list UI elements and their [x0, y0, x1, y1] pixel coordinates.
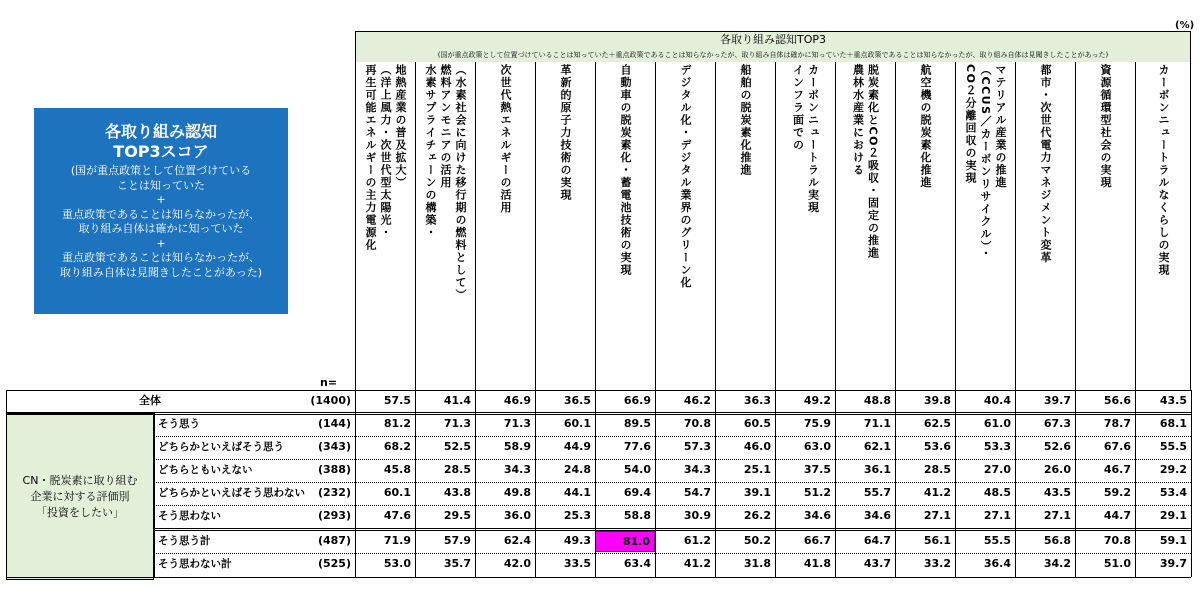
value-cell: 27.0: [983, 463, 1011, 476]
table-total-divider: [6, 412, 1191, 415]
value-cell: 34.3: [503, 463, 531, 476]
row-divider: [154, 505, 1191, 506]
value-cell: 56.1: [923, 534, 951, 547]
column-header-9: [835, 62, 895, 390]
grid-line: [355, 390, 356, 577]
value-cell: 57.9: [443, 534, 471, 547]
value-cell: 29.5: [443, 509, 471, 522]
value-cell: 52.5: [443, 440, 471, 453]
column-header-12: [1015, 62, 1075, 390]
value-cell: 44.7: [1103, 509, 1131, 522]
column-header-text: 燃料アンモニアの活用: [439, 64, 452, 189]
value-cell: 33.2: [923, 557, 951, 570]
value-cell: 56.6: [1103, 394, 1131, 407]
grid-line: [895, 390, 896, 577]
value-cell: 57.3: [683, 440, 711, 453]
column-header-text: 革新的原子力技術の実現: [559, 64, 572, 202]
value-cell: 66.9: [623, 394, 651, 407]
column-header-text: 次世代熱エネルギーの活用: [499, 64, 512, 214]
column-header-text: 農林水産業における: [851, 64, 865, 177]
table-bottom-border: [6, 577, 1191, 578]
value-cell: 25.1: [743, 463, 771, 476]
column-header-6: [655, 62, 715, 390]
value-cell: 37.5: [803, 463, 831, 476]
value-cell: 36.5: [563, 394, 591, 407]
column-header-8: [775, 62, 835, 390]
column-header-14: [1135, 62, 1191, 390]
grid-line: [775, 390, 776, 577]
value-cell: 31.8: [743, 557, 771, 570]
row-n: (232): [317, 486, 351, 499]
value-cell: 49.8: [503, 486, 531, 499]
value-cell: 29.1: [1159, 509, 1187, 522]
value-cell: 36.1: [863, 463, 891, 476]
value-cell: 81.0: [595, 531, 655, 552]
column-header-2: [415, 62, 475, 390]
value-cell: 45.8: [383, 463, 411, 476]
value-cell: 36.4: [983, 557, 1011, 570]
grid-line: [475, 390, 476, 577]
value-cell: 57.5: [383, 394, 411, 407]
value-cell: 34.6: [863, 509, 891, 522]
value-cell: 46.7: [1103, 463, 1131, 476]
grid-line: [655, 390, 656, 577]
value-cell: 39.1: [743, 486, 771, 499]
column-header-11: [955, 62, 1015, 390]
column-header-text: （CCUS／カーボンリサイクル）・: [979, 64, 992, 260]
group-label-line: CN・脱炭素に取り組む: [22, 473, 138, 487]
score-description-box: [34, 108, 288, 314]
row-label: そう思う計: [158, 535, 211, 547]
value-cell: 33.5: [563, 557, 591, 570]
value-cell: 27.1: [1043, 509, 1071, 522]
row-n: (525): [317, 557, 351, 570]
grid-line: [955, 390, 956, 577]
grid-line: [1015, 390, 1016, 577]
value-cell: 71.9: [383, 534, 411, 547]
value-cell: 43.5: [1043, 486, 1071, 499]
value-cell: 78.7: [1103, 417, 1131, 430]
row-n: (293): [317, 509, 351, 522]
row-divider: [154, 436, 1191, 437]
box-line: 取り組み自体は見聞きしたことがあった): [59, 265, 263, 279]
row-label: 全体: [139, 394, 161, 407]
group-label-line: 企業に対する評価別: [30, 489, 130, 503]
value-cell: 26.2: [743, 509, 771, 522]
value-cell: 62.4: [503, 534, 531, 547]
value-cell: 62.1: [863, 440, 891, 453]
value-cell: 34.3: [683, 463, 711, 476]
value-cell: 60.5: [743, 417, 771, 430]
value-cell: 42.0: [503, 557, 531, 570]
value-cell: 71.3: [443, 417, 471, 430]
table-summary-divider: [154, 528, 1191, 531]
value-cell: 41.2: [683, 557, 711, 570]
row-n: (487): [317, 534, 351, 547]
value-cell: 47.6: [383, 509, 411, 522]
value-cell: 68.1: [1159, 417, 1187, 430]
value-cell: 27.1: [983, 509, 1011, 522]
value-cell: 59.2: [1103, 486, 1131, 499]
value-cell: 27.1: [923, 509, 951, 522]
value-cell: 81.2: [383, 417, 411, 430]
grid-line: [154, 413, 155, 577]
row-divider: [154, 459, 1191, 460]
value-cell: 53.4: [1159, 486, 1187, 499]
value-cell: 28.5: [923, 463, 951, 476]
value-cell: 61.0: [983, 417, 1011, 430]
box-line: (国が重点政策として位置づけている: [70, 164, 252, 177]
grid-line: [835, 390, 836, 577]
value-cell: 51.2: [803, 486, 831, 499]
row-label: どちらかといえばそう思わない: [158, 487, 305, 499]
row-n: (343): [317, 440, 351, 453]
value-cell: 52.6: [1043, 440, 1071, 453]
box-line: 取り組み自体は確かに知っていた: [78, 222, 244, 235]
column-header-text: 船舶の脱炭素化推進: [739, 64, 752, 177]
value-cell: 41.4: [443, 394, 471, 407]
value-cell: 50.2: [743, 534, 771, 547]
value-cell: 70.8: [683, 417, 711, 430]
value-cell: 67.6: [1103, 440, 1131, 453]
column-header-text: 航空機の脱炭素化推進: [919, 64, 932, 189]
column-header-text: マテリアル産業の推進: [994, 64, 1007, 189]
value-cell: 56.8: [1043, 534, 1071, 547]
row-n: (1400): [310, 394, 351, 407]
value-cell: 46.9: [503, 394, 531, 407]
grid-line: [1191, 390, 1192, 577]
value-cell: 62.5: [923, 417, 951, 430]
value-cell: 58.8: [623, 509, 651, 522]
value-cell: 61.2: [683, 534, 711, 547]
grid-line: [415, 390, 416, 577]
column-header-text: デジタル化・デジタル業界のグリーン化: [679, 64, 692, 289]
column-header-1: [355, 62, 415, 390]
value-cell: 63.0: [803, 440, 831, 453]
value-cell: 39.8: [923, 394, 951, 407]
value-cell: 36.3: [743, 394, 771, 407]
value-cell: 53.3: [983, 440, 1011, 453]
value-cell: 77.6: [623, 440, 651, 453]
value-cell: 71.3: [503, 417, 531, 430]
value-cell: 44.1: [563, 486, 591, 499]
value-cell: 71.1: [863, 417, 891, 430]
value-cell: 39.7: [1159, 557, 1187, 570]
table-top-border: [6, 390, 1191, 391]
box-title-1: 各取り組み認知: [104, 122, 217, 141]
row-label: どちらともいえない: [158, 464, 253, 476]
value-cell: 53.6: [923, 440, 951, 453]
value-cell: 58.9: [503, 440, 531, 453]
n-label: n=: [320, 376, 338, 389]
column-header-text: インフラ面での: [791, 64, 805, 152]
column-header-text: （水素社会に向けた移行期の燃料として）: [454, 64, 467, 302]
row-label: どちらかといえばそう思う: [158, 441, 284, 453]
box-line: 重点政策であることは知らなかったが、: [62, 207, 260, 221]
value-cell: 48.5: [983, 486, 1011, 499]
column-header-text: 脱炭素化とCO２吸収・固定の推進: [866, 64, 880, 260]
value-cell: 67.3: [1043, 417, 1071, 430]
row-divider: [154, 553, 1191, 554]
row-label: そう思わない: [158, 510, 221, 522]
value-cell: 89.5: [623, 417, 651, 430]
value-cell: 60.1: [563, 417, 591, 430]
value-cell: 43.5: [1159, 394, 1187, 407]
value-cell: 51.0: [1103, 557, 1131, 570]
value-cell: 41.8: [803, 557, 831, 570]
grid-line: [715, 390, 716, 577]
value-cell: 49.3: [563, 534, 591, 547]
column-header-13: [1075, 62, 1135, 390]
column-header-text: 再生可能エネルギーの主力電源化: [364, 64, 377, 252]
value-cell: 75.9: [803, 417, 831, 430]
column-header-4: [535, 62, 595, 390]
column-header-10: [895, 62, 955, 390]
value-cell: 55.5: [983, 534, 1011, 547]
value-cell: 34.6: [803, 509, 831, 522]
value-cell: 46.2: [683, 394, 711, 407]
row-label: そう思う: [158, 418, 200, 430]
column-header-text: 資源循環型社会の実現: [1099, 64, 1112, 189]
column-header-7: [715, 62, 775, 390]
row-n: (388): [317, 463, 351, 476]
row-n: (144): [317, 417, 351, 430]
value-cell: 53.0: [383, 557, 411, 570]
group-label-line: 「投資をしたい」: [36, 505, 124, 519]
value-cell: 46.0: [743, 440, 771, 453]
value-cell: 36.0: [503, 509, 531, 522]
value-cell: 54.7: [683, 486, 711, 499]
grid-line: [6, 390, 7, 577]
column-header-text: 自動車の脱炭素化・蓄電池技術の実現: [619, 64, 632, 277]
column-header-text: カーボンニュートラル実現: [806, 64, 820, 214]
value-cell: 64.7: [863, 534, 891, 547]
value-cell: 63.4: [623, 557, 651, 570]
value-cell: 39.7: [1043, 394, 1071, 407]
unit-label: (%): [1175, 20, 1195, 31]
row-label: そう思わない計: [158, 558, 232, 570]
value-cell: 43.7: [863, 557, 891, 570]
value-cell: 25.3: [563, 509, 591, 522]
value-cell: 55.5: [1159, 440, 1187, 453]
value-cell: 68.2: [383, 440, 411, 453]
value-cell: 44.9: [563, 440, 591, 453]
column-header-text: カーボンニュートラルなくらしの実現: [1157, 64, 1170, 277]
grid-line: [1135, 390, 1136, 577]
value-cell: 60.1: [383, 486, 411, 499]
box-line: +: [156, 193, 166, 206]
box-line: ことは知っていた: [117, 178, 205, 192]
grid-line: [1075, 390, 1076, 577]
table-header-subtitle: (国が重点政策として位置づけていることは知っていた＋重点政策であることは知らなかったが、取り組み自体は確かに知っていた＋重点政策であることは知らなかったが、取り組み自体は見聞きしたことがあった): [355, 48, 1191, 62]
value-cell: 28.5: [443, 463, 471, 476]
column-header-text: CO２分離回収の実現: [964, 64, 977, 185]
value-cell: 49.2: [803, 394, 831, 407]
column-header-text: 都市・次世代電力マネジメント変革: [1039, 64, 1052, 264]
box-line: +: [156, 236, 166, 250]
value-cell: 34.2: [1043, 557, 1071, 570]
value-cell: 26.0: [1043, 463, 1071, 476]
box-line: 重点政策であることは知らなかったが、: [62, 251, 260, 264]
grid-line: [595, 390, 596, 577]
value-cell: 41.2: [923, 486, 951, 499]
value-cell: 29.2: [1159, 463, 1187, 476]
value-cell: 24.8: [563, 463, 591, 476]
value-cell: 66.7: [803, 534, 831, 547]
value-cell: 48.8: [863, 394, 891, 407]
value-cell: 59.1: [1159, 534, 1187, 547]
column-header-3: [475, 62, 535, 390]
column-header-5: [595, 62, 655, 390]
value-cell: 40.4: [983, 394, 1011, 407]
column-border: [1190, 62, 1191, 390]
column-header-text: 地熱産業の普及拡大）: [394, 64, 407, 189]
value-cell: 69.4: [623, 486, 651, 499]
column-header-text: 水素サプライチェーンの構築・: [424, 64, 437, 239]
column-header-text: （洋上風力・次世代型太陽光・: [379, 64, 392, 239]
row-divider: [154, 482, 1191, 483]
grid-line: [535, 390, 536, 577]
box-title-2: TOP3スコア: [113, 142, 209, 161]
value-cell: 55.7: [863, 486, 891, 499]
value-cell: 70.8: [1103, 534, 1131, 547]
value-cell: 54.0: [623, 463, 651, 476]
table-header-title: 各取り組み認知TOP3: [355, 31, 1191, 48]
value-cell: 35.7: [443, 557, 471, 570]
value-cell: 43.8: [443, 486, 471, 499]
value-cell: 30.9: [683, 509, 711, 522]
